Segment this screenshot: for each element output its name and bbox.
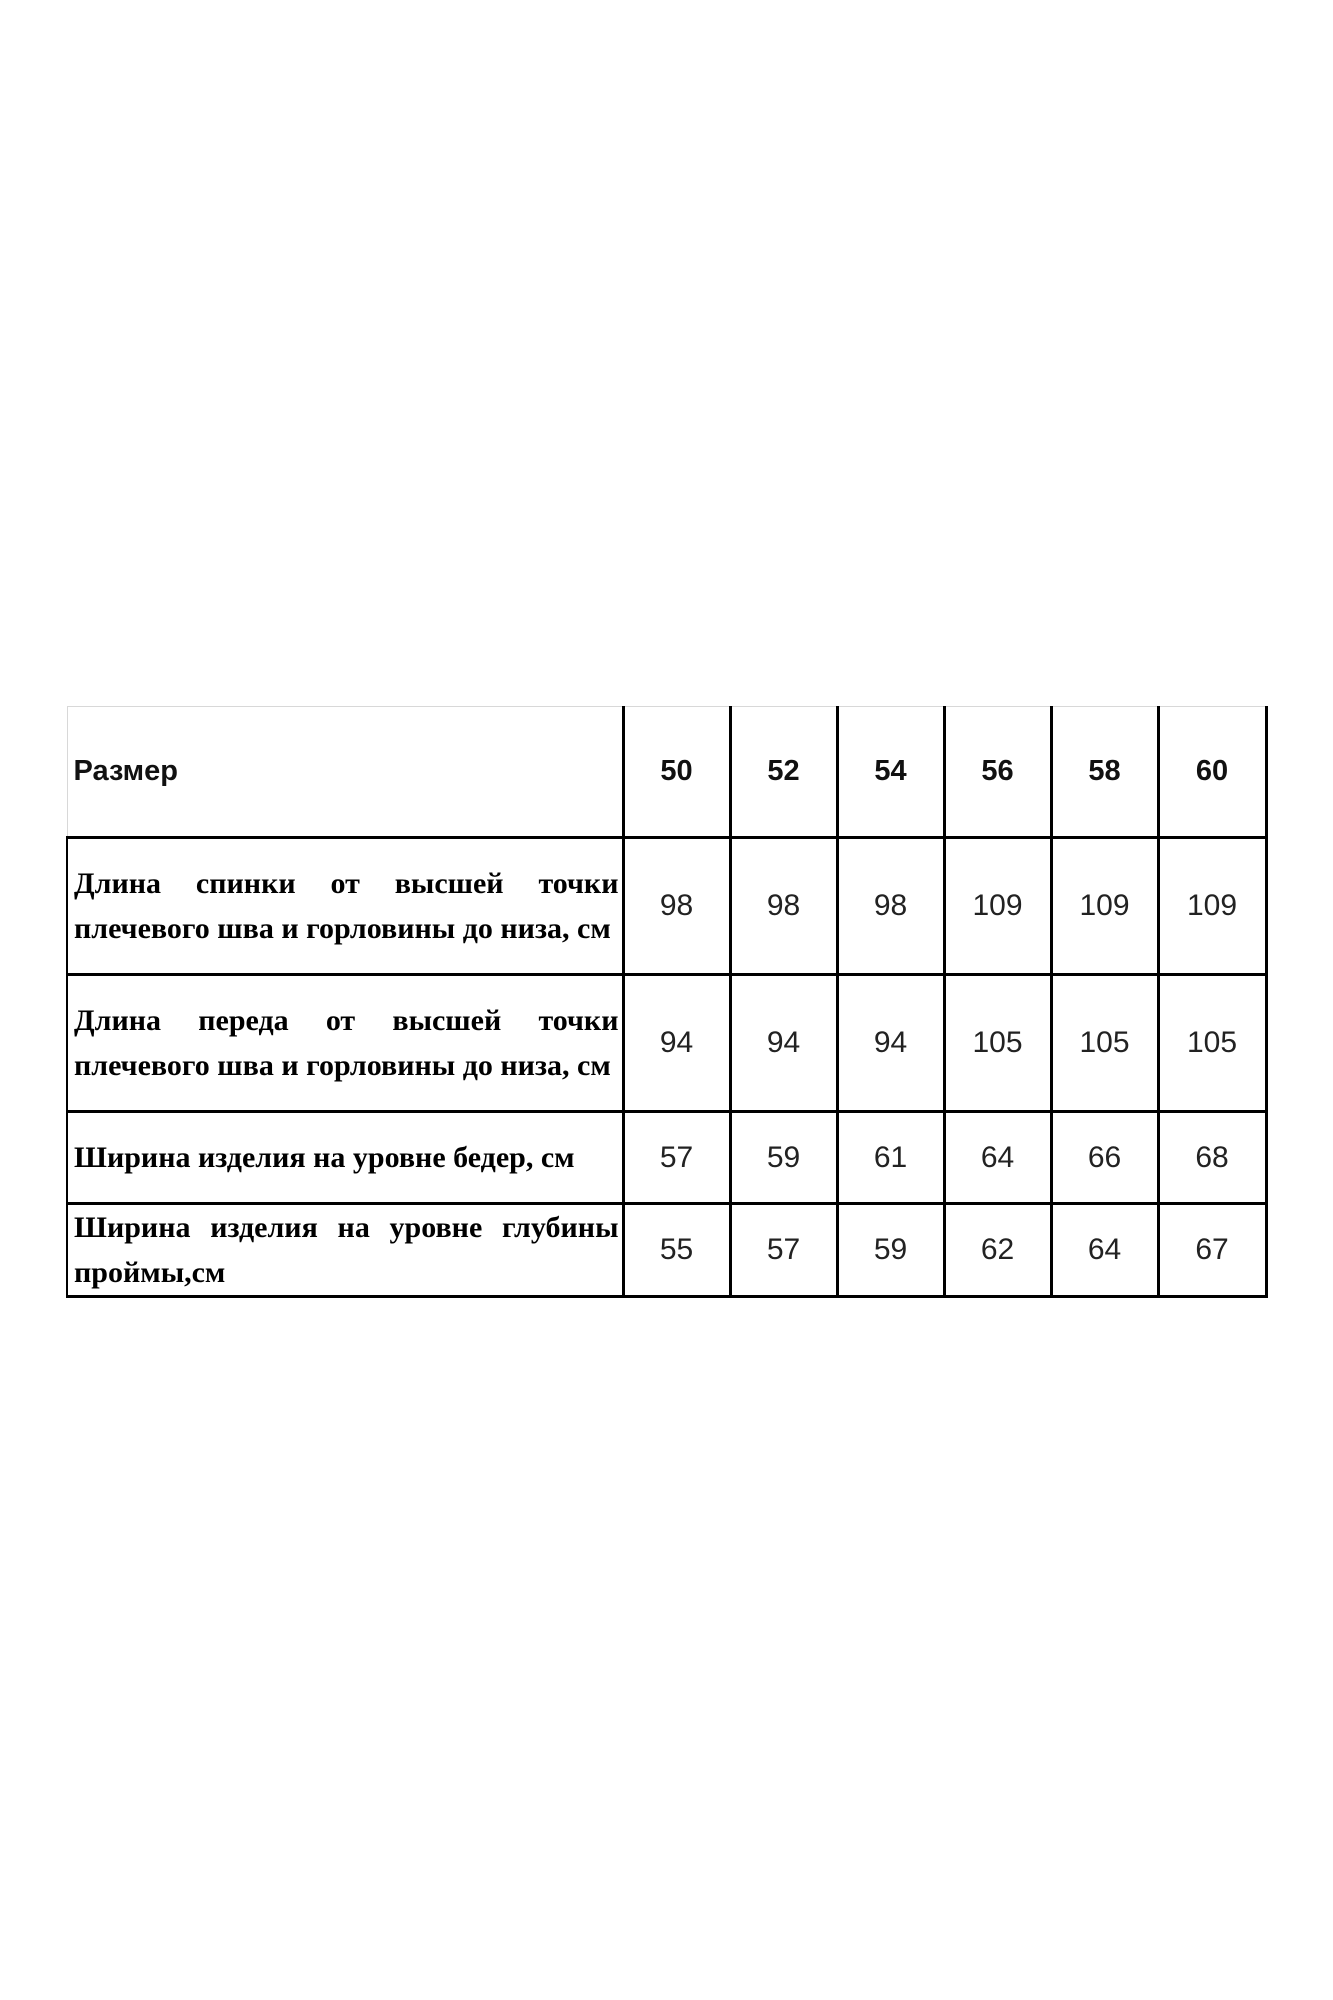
table-cell: 98 — [837, 838, 944, 975]
table-cell: 59 — [730, 1112, 837, 1204]
table-cell: 109 — [1158, 838, 1266, 975]
table-cell: 105 — [944, 975, 1051, 1112]
size-header-cell: 50 — [623, 707, 730, 838]
table-cell: 109 — [944, 838, 1051, 975]
table-cell: 105 — [1158, 975, 1266, 1112]
table-row — [67, 975, 1266, 1112]
table-cell: 94 — [730, 975, 837, 1112]
table-cell: 55 — [623, 1204, 730, 1297]
table-row — [67, 1112, 1266, 1204]
table-row — [67, 838, 1266, 975]
row-label: Длина спинки от высшей точки плечевого шва и горловины до низа, см — [67, 838, 623, 975]
size-header-cell: 54 — [837, 707, 944, 838]
size-header-label: Размер — [67, 707, 623, 838]
size-header-cell: 52 — [730, 707, 837, 838]
table-cell: 66 — [1051, 1112, 1158, 1204]
row-label: Ширина изделия на уровне глубины проймы,см — [67, 1204, 623, 1297]
size-header-row — [67, 707, 1266, 838]
size-chart-table — [66, 706, 1268, 1298]
table-cell: 67 — [1158, 1204, 1266, 1297]
table-cell: 57 — [623, 1112, 730, 1204]
size-header-cell: 60 — [1158, 707, 1266, 838]
table-cell: 98 — [623, 838, 730, 975]
table-row — [67, 1204, 1266, 1297]
table-cell: 57 — [730, 1204, 837, 1297]
table-cell: 109 — [1051, 838, 1158, 975]
table-cell: 59 — [837, 1204, 944, 1297]
size-header-cell: 56 — [944, 707, 1051, 838]
row-label: Длина переда от высшей точки плечевого шва и горловины до низа, см — [67, 975, 623, 1112]
table-cell: 61 — [837, 1112, 944, 1204]
table-cell: 68 — [1158, 1112, 1266, 1204]
table-cell: 98 — [730, 838, 837, 975]
table-cell: 64 — [1051, 1204, 1158, 1297]
table-cell: 94 — [623, 975, 730, 1112]
table-cell: 94 — [837, 975, 944, 1112]
row-label: Ширина изделия на уровне бедер, см — [67, 1112, 623, 1204]
table-cell: 62 — [944, 1204, 1051, 1297]
table-cell: 105 — [1051, 975, 1158, 1112]
table-cell: 64 — [944, 1112, 1051, 1204]
size-header-cell: 58 — [1051, 707, 1158, 838]
